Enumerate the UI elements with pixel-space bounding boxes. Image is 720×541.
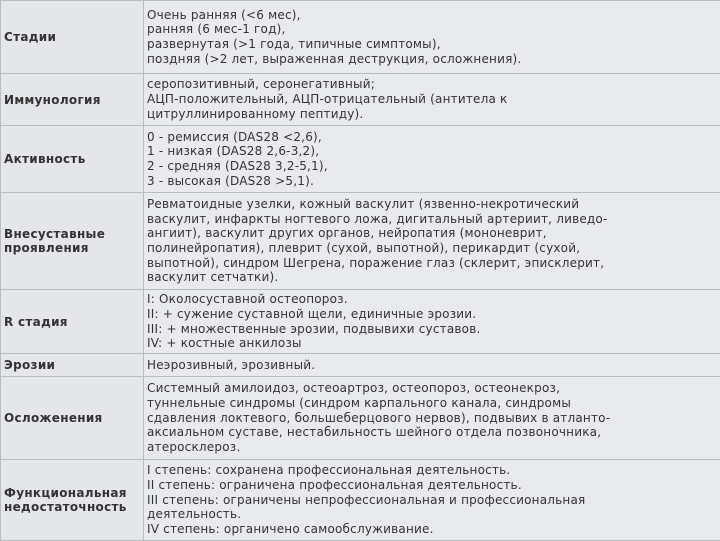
label-line: недостаточность — [4, 500, 140, 514]
value-line: Неэрозивный, эрозивный. — [147, 358, 717, 373]
value-line: Ревматоидные узелки, кожный васкулит (язвенно-некротический — [147, 197, 717, 212]
value-line: 3 - высокая (DAS28 >5,1). — [147, 174, 717, 189]
row-value-immunology — [144, 74, 720, 126]
label-line: проявления — [4, 241, 140, 255]
value-line: II степень: ограничена профессиональная деятельность. — [147, 478, 717, 493]
table-row — [1, 126, 720, 193]
row-label-stages — [1, 1, 144, 74]
value-line: выпотной), синдром Шегрена, поражение глаз (склерит, эписклерит, — [147, 256, 717, 271]
row-value-r-stage — [144, 290, 720, 354]
label-line: Иммунология — [4, 93, 140, 107]
value-line: цитруллинированному пептиду). — [147, 107, 717, 122]
row-label-erosions — [1, 354, 144, 377]
value-line: поздняя (>2 лет, выраженная деструкция, осложнения). — [147, 52, 717, 67]
table-row — [1, 290, 720, 354]
value-line: АЦП-положительный, АЦП-отрицательный (антитела к — [147, 92, 717, 107]
label-line: Осложенения — [4, 411, 140, 425]
table-row — [1, 354, 720, 377]
value-line: Системный амилоидоз, остеоартроз, остеопороз, остеонекроз, — [147, 381, 717, 396]
row-label-immunology — [1, 74, 144, 126]
row-label-complications — [1, 377, 144, 460]
label-line: Функциональная — [4, 486, 140, 500]
value-line: IV: + костные анкилозы — [147, 336, 717, 351]
value-line: ангиит), васкулит других органов, нейропатия (мононеврит, — [147, 226, 717, 241]
label-line: Внесуставные — [4, 227, 140, 241]
value-line: 2 - средняя (DAS28 3,2-5,1), — [147, 159, 717, 174]
row-value-complications — [144, 377, 720, 460]
value-line: Очень ранняя (<6 мес), — [147, 8, 717, 23]
value-line: серопозитивный, серонегативный; — [147, 77, 717, 92]
row-label-extra-articular — [1, 193, 144, 290]
label-line: Эрозии — [4, 358, 140, 372]
row-value-functional-insufficiency — [144, 460, 720, 541]
row-value-activity — [144, 126, 720, 193]
label-line: Стадии — [4, 30, 140, 44]
value-line: туннельные синдромы (синдром карпального канала, синдромы — [147, 396, 717, 411]
row-label-functional-insufficiency — [1, 460, 144, 541]
value-line: III: + множественные эрозии, подвывихи суставов. — [147, 322, 717, 337]
table-row — [1, 193, 720, 290]
value-line: ранняя (6 мес-1 год), — [147, 22, 717, 37]
table-row — [1, 74, 720, 126]
value-line: I степень: сохранена профессиональная деятельность. — [147, 463, 717, 478]
value-line: васкулит сетчатки). — [147, 270, 717, 285]
row-label-r-stage — [1, 290, 144, 354]
row-label-activity — [1, 126, 144, 193]
label-line: Активность — [4, 152, 140, 166]
value-line: III степень: ограничены непрофессиональная и профессиональная — [147, 493, 717, 508]
value-line: аксиальном суставе, нестабильность шейного отдела позвоночника, — [147, 425, 717, 440]
label-line: R стадия — [4, 315, 140, 329]
table-row — [1, 377, 720, 460]
value-line: IV степень: органичено самообслуживание. — [147, 522, 717, 537]
value-line: развернутая (>1 года, типичные симптомы), — [147, 37, 717, 52]
value-line: васкулит, инфаркты ногтевого ложа, дигитальный артериит, ливедо- — [147, 212, 717, 227]
row-value-stages — [144, 1, 720, 74]
value-line: полинейропатия), плеврит (сухой, выпотной), перикардит (сухой, — [147, 241, 717, 256]
table-row — [1, 1, 720, 74]
value-line: сдавления локтевого, большеберцового нервов), подвывих в атланто- — [147, 411, 717, 426]
table-row — [1, 460, 720, 541]
value-line: II: + сужение суставной щели, единичные эрозии. — [147, 307, 717, 322]
value-line: I: Околосуставной остеопороз. — [147, 292, 717, 307]
row-value-erosions — [144, 354, 720, 377]
value-line: деятельность. — [147, 507, 717, 522]
value-line: 0 - ремиссия (DAS28 <2,6), — [147, 130, 717, 145]
value-line: 1 - низкая (DAS28 2,6-3,2), — [147, 144, 717, 159]
row-value-extra-articular — [144, 193, 720, 290]
value-line: атеросклероз. — [147, 440, 717, 455]
